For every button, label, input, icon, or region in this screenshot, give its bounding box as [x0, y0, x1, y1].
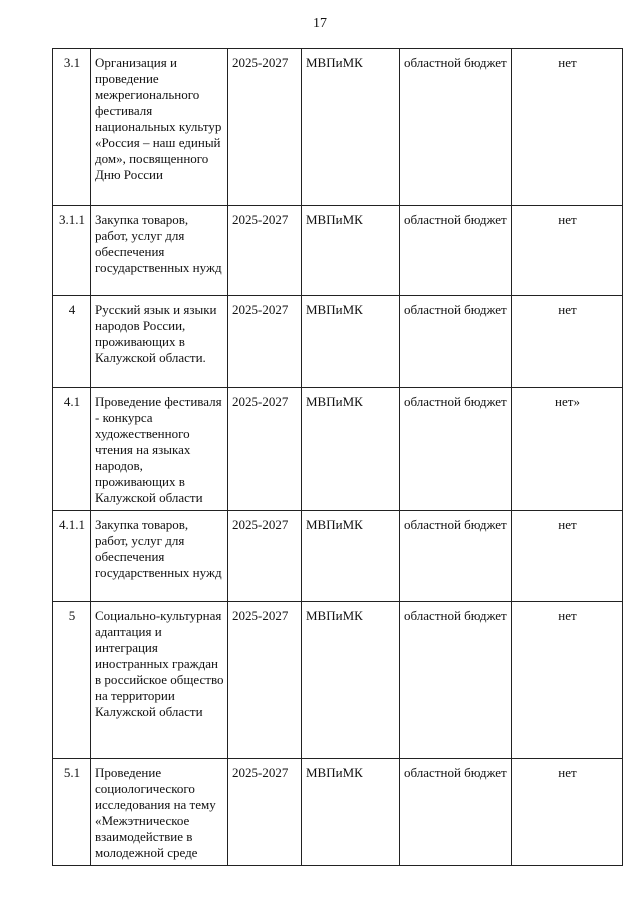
- funding-source-cell: областной бюджет: [400, 206, 512, 296]
- executor-cell: МВПиМК: [302, 296, 400, 388]
- executor-cell: МВПиМК: [302, 602, 400, 759]
- activity-name-cell: Русский язык и языки народов России, проживающих в Калужской области.: [91, 296, 228, 388]
- row-number-cell: 4: [53, 296, 91, 388]
- note-cell: нет: [512, 511, 623, 602]
- table-row: [53, 511, 623, 602]
- table-row: [53, 296, 623, 388]
- funding-source-cell: областной бюджет: [400, 511, 512, 602]
- row-number-cell: 4.1: [53, 388, 91, 511]
- period-cell: 2025-2027: [228, 206, 302, 296]
- activity-name-cell: Организация и проведение межрегионального фестиваля национальных культур «Россия – наш единый дом», посвященного Дню России: [91, 49, 228, 206]
- table-row: [53, 388, 623, 511]
- note-cell: нет»: [512, 388, 623, 511]
- period-cell: 2025-2027: [228, 388, 302, 511]
- period-cell: 2025-2027: [228, 49, 302, 206]
- row-number-cell: 5.1: [53, 759, 91, 866]
- note-cell: нет: [512, 602, 623, 759]
- table-row: [53, 759, 623, 866]
- funding-source-cell: областной бюджет: [400, 296, 512, 388]
- activity-name-cell: Проведение социологического исследования на тему «Межэтническое взаимодействие в молодежной среде: [91, 759, 228, 866]
- table-row: [53, 206, 623, 296]
- activity-name-cell: Закупка товаров, работ, услуг для обеспечения государственных нужд: [91, 511, 228, 602]
- funding-source-cell: областной бюджет: [400, 49, 512, 206]
- period-cell: 2025-2027: [228, 296, 302, 388]
- executor-cell: МВПиМК: [302, 511, 400, 602]
- activity-name-cell: Закупка товаров, работ, услуг для обеспечения государственных нужд: [91, 206, 228, 296]
- funding-source-cell: областной бюджет: [400, 602, 512, 759]
- executor-cell: МВПиМК: [302, 759, 400, 866]
- funding-source-cell: областной бюджет: [400, 388, 512, 511]
- activity-name-cell: Социально-культурная адаптация и интеграция иностранных граждан в российское общество на территории Калужской области: [91, 602, 228, 759]
- program-table: [52, 48, 623, 866]
- activity-name-cell: Проведение фестиваля - конкурса художественного чтения на языках народов, проживающих в Калужской области: [91, 388, 228, 511]
- period-cell: 2025-2027: [228, 602, 302, 759]
- note-cell: нет: [512, 759, 623, 866]
- note-cell: нет: [512, 206, 623, 296]
- page-number: 17: [313, 16, 327, 31]
- period-cell: 2025-2027: [228, 759, 302, 866]
- row-number-cell: 4.1.1: [53, 511, 91, 602]
- table-row: [53, 602, 623, 759]
- funding-source-cell: областной бюджет: [400, 759, 512, 866]
- period-cell: 2025-2027: [228, 511, 302, 602]
- table-row: [53, 49, 623, 206]
- row-number-cell: 3.1: [53, 49, 91, 206]
- executor-cell: МВПиМК: [302, 49, 400, 206]
- note-cell: нет: [512, 296, 623, 388]
- executor-cell: МВПиМК: [302, 206, 400, 296]
- note-cell: нет: [512, 49, 623, 206]
- row-number-cell: 5: [53, 602, 91, 759]
- executor-cell: МВПиМК: [302, 388, 400, 511]
- row-number-cell: 3.1.1: [53, 206, 91, 296]
